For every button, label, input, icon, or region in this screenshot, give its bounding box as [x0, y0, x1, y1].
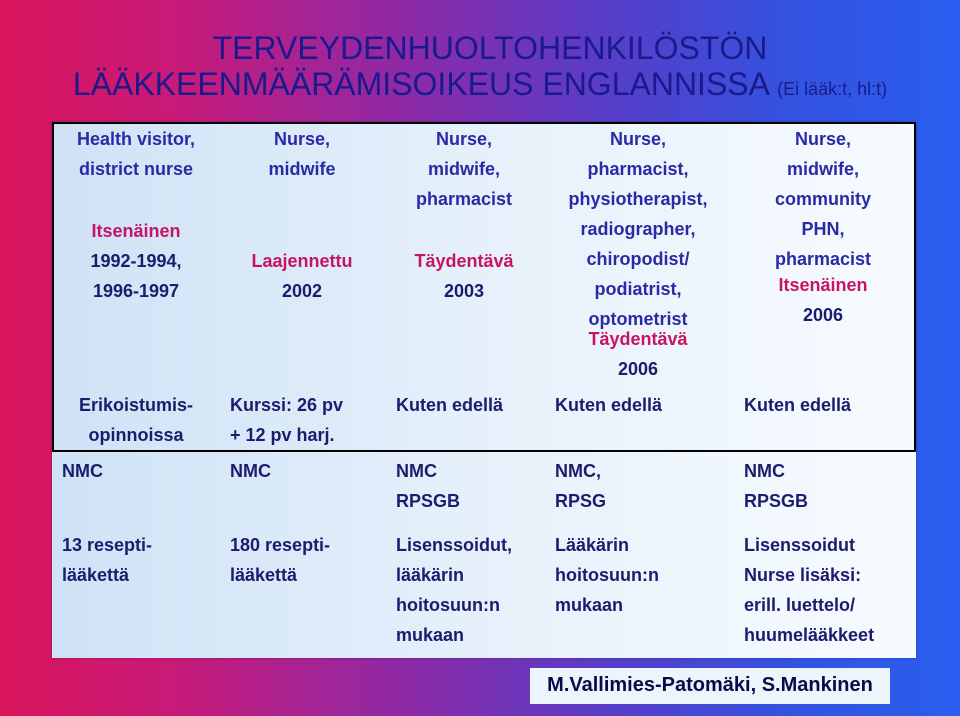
col5-prescribing: Lisenssoidut Nurse lisäksi: erill. luettelo/ huumelääkkeet [744, 535, 875, 645]
col2-prescribing: 180 resepti- lääkettä [230, 535, 331, 585]
col5-years: 2006 [802, 305, 844, 325]
col4-regulator: NMC, RPSG [555, 461, 607, 511]
col2-who: Nurse, midwife [268, 129, 336, 179]
col2-regulator: NMC [230, 461, 271, 481]
col1-type: Itsenäinen [91, 221, 181, 241]
col4-prescribing: Lääkärin hoitosuun:n mukaan [555, 535, 659, 615]
title-suffix: (Ei lääk:t, hl:t) [777, 79, 888, 99]
col2-type: Laajennettu [251, 251, 353, 271]
col4-type: Täydentävä [588, 329, 688, 349]
col5-regulator: NMC RPSGB [744, 461, 809, 511]
col1-regulator: NMC [62, 461, 103, 481]
col1-prescribing: 13 resepti- lääkettä [62, 535, 153, 585]
col3-who: Nurse, midwife, pharmacist [415, 129, 513, 209]
title-line-2-main: LÄÄKKEENMÄÄRÄMISOIKEUS ENGLANNISSA [72, 66, 769, 102]
title-line-2 [0, 66, 960, 107]
col2-training: Kurssi: 26 pv + 12 pv harj. [230, 395, 344, 445]
col3-years: 2003 [443, 281, 485, 301]
col4-years: 2006 [617, 359, 659, 379]
col2-years: 2002 [281, 281, 323, 301]
title-line-1: TERVEYDENHUOLTOHENKILÖSTÖN [212, 30, 768, 66]
col3-prescribing: Lisenssoidut, lääkärin hoitosuun:n mukaan [396, 535, 513, 645]
col4-training: Kuten edellä [555, 395, 663, 415]
author-credit: M.Vallimies-Patomäki, S.Mankinen [547, 674, 873, 696]
slide-title [0, 30, 960, 107]
col5-who: Nurse, midwife, community PHN, pharmacist [774, 129, 872, 269]
col3-regulator: NMC RPSGB [396, 461, 461, 511]
col1-who: Health visitor, district nurse [76, 129, 196, 179]
col4-who: Nurse, pharmacist, physiotherapist, radiographer, chiropodist/ podiatrist, optometrist [568, 129, 708, 329]
col1-years: 1992-1994, 1996-1997 [90, 251, 182, 301]
col3-training: Kuten edellä [396, 395, 504, 415]
col3-type: Täydentävä [414, 251, 514, 271]
col5-type: Itsenäinen [778, 275, 868, 295]
col1-training: Erikoistumis- opinnoissa [78, 395, 194, 445]
col5-training: Kuten edellä [744, 395, 852, 415]
